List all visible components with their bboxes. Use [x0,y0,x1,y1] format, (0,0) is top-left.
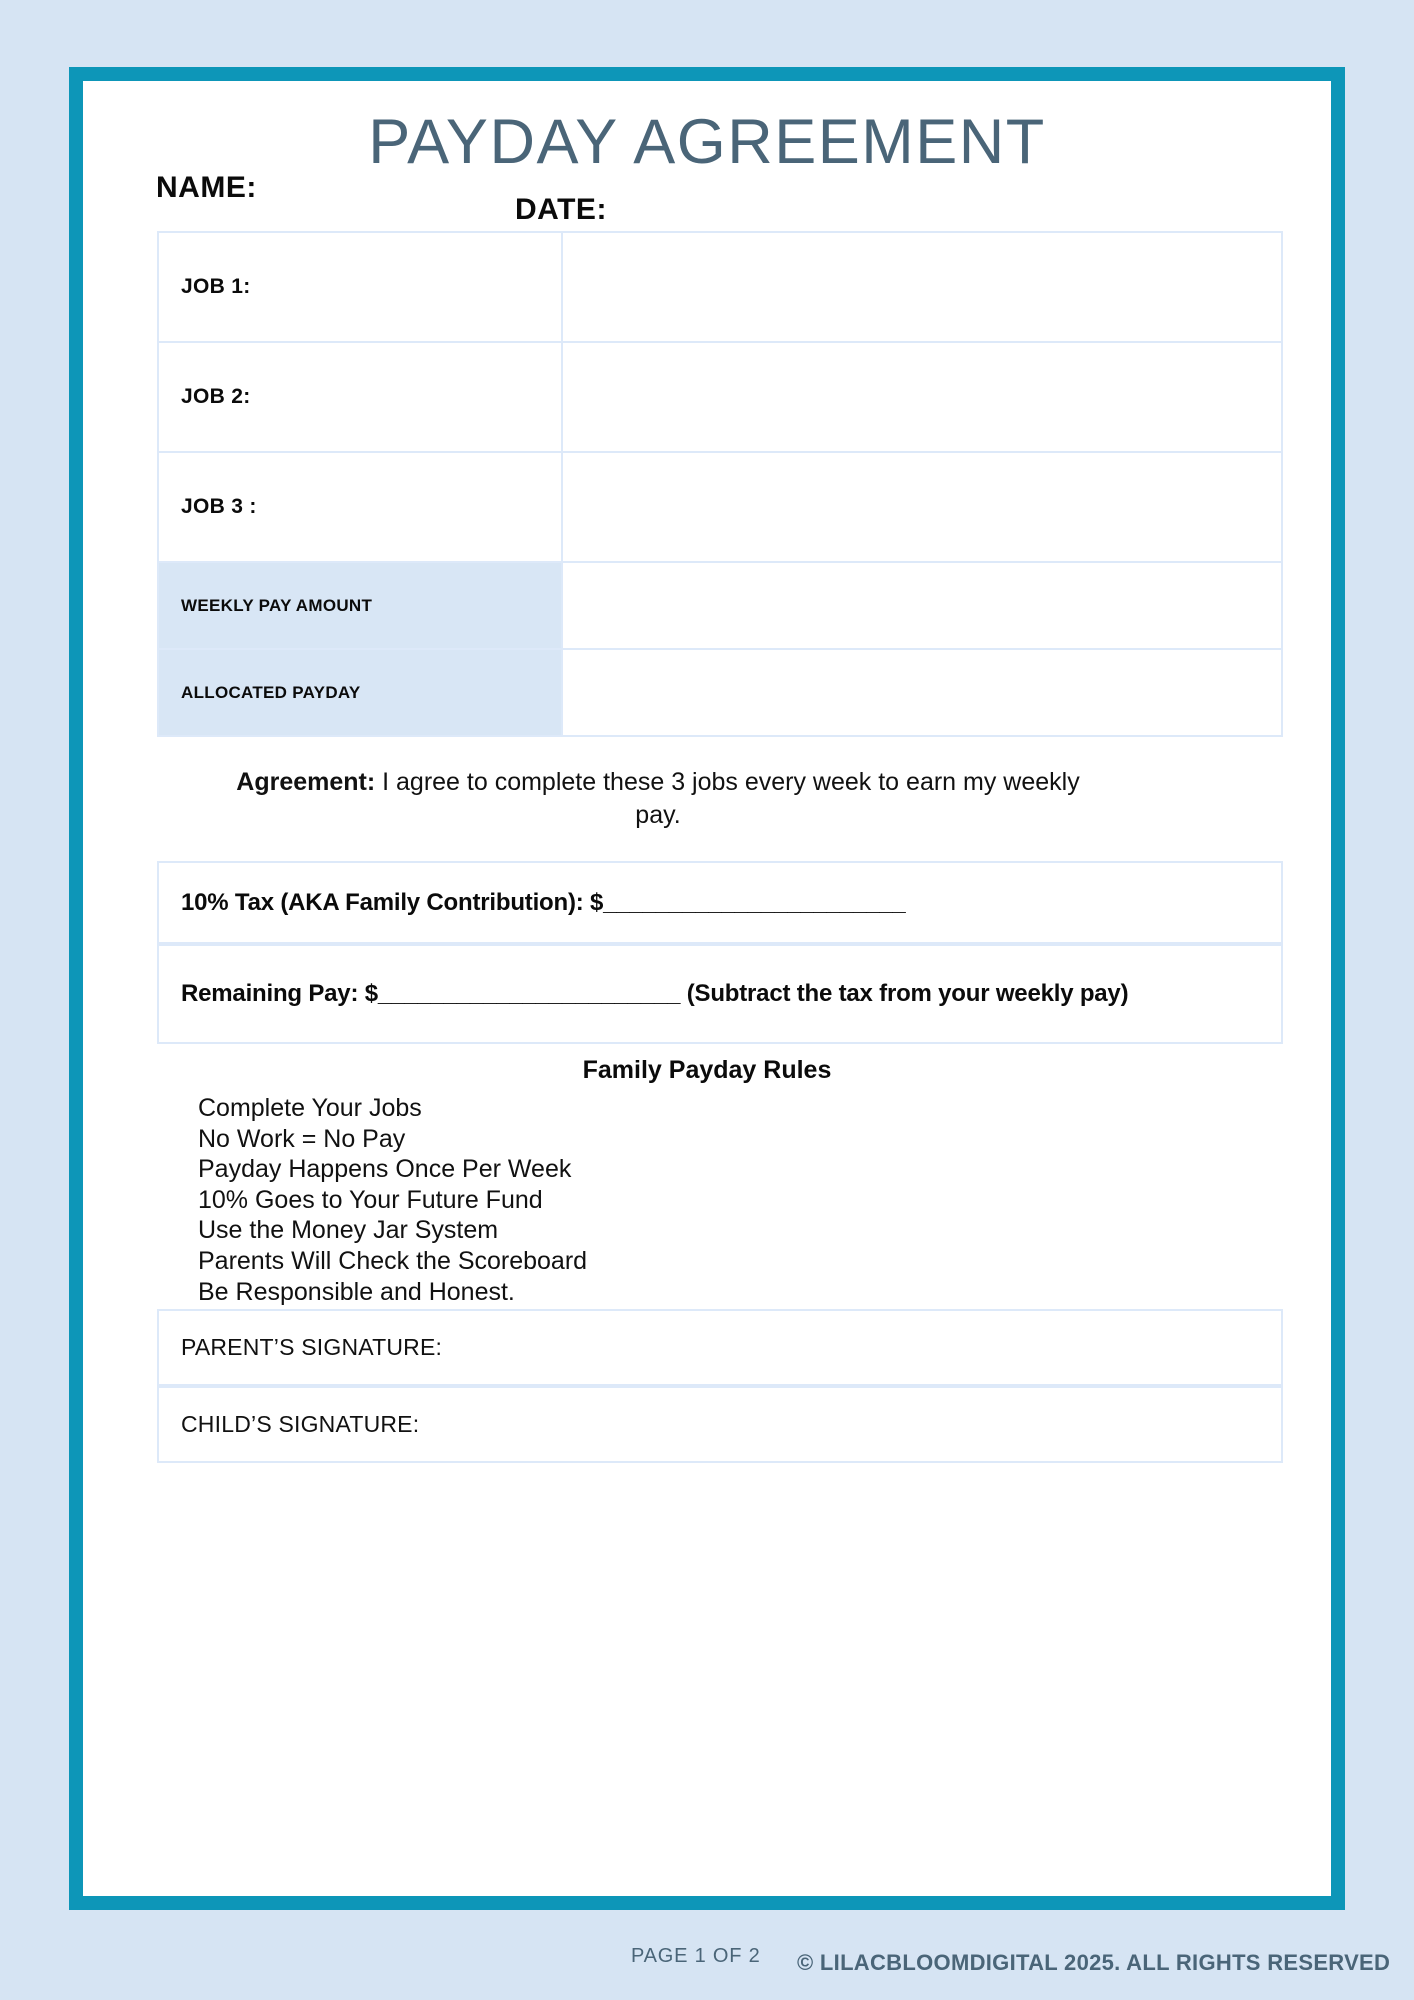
page-border-frame [69,67,1345,1910]
agreement-lead: Agreement: [236,768,376,796]
job-1-value-cell[interactable] [562,232,1282,342]
allocated-payday-label-cell [158,649,562,736]
job-3-value-cell[interactable] [562,452,1282,562]
list-item: Payday Happens Once Per Week [198,1155,572,1184]
worksheet-page [83,81,1331,1896]
list-item: Complete Your Jobs [198,1094,422,1122]
job-3-label-cell [158,452,562,562]
page-number: PAGE 1 OF 2 [631,1945,761,1967]
allocated-payday-value-cell[interactable] [562,649,1282,736]
list-item: No Work = No Pay [198,1124,406,1153]
allocated-payday-label: ALLOCATED PAYDAY [181,682,361,702]
remaining-pay-line-label: Remaining Pay: $_______________________ (Subtract the tax from your weekly pay) [181,980,1129,1008]
rules-section-title: Family Payday Rules [582,1056,832,1084]
job-2-label-cell [158,342,562,452]
rules-list [198,1093,587,1307]
job-2-value-cell[interactable] [562,342,1282,452]
child-signature-label: CHILD’S SIGNATURE: [181,1411,420,1437]
table-row [158,232,1282,342]
parent-signature-label: PARENT’S SIGNATURE: [181,1334,443,1360]
child-signature-box[interactable] [157,1386,1283,1463]
page-title: PAYDAY AGREEMENT [368,107,1046,177]
table-row [158,562,1282,649]
page-footer [0,1945,1414,1985]
tax-line-label: 10% Tax (AKA Family Contribution): $_______________________ [181,888,906,916]
table-row [158,649,1282,736]
weekly-pay-amount-value-cell[interactable] [562,562,1282,649]
name-field-label: NAME: [156,171,257,204]
job-2-label: JOB 2: [181,385,251,408]
job-3-label: JOB 3 : [181,495,257,518]
list-item: Use the Money Jar System [198,1216,499,1245]
list-item: Be Responsible and Honest. [198,1277,515,1306]
date-field-label: DATE: [515,193,607,226]
remaining-pay-input-box[interactable] [157,944,1283,1044]
agreement-text: I agree to complete these 3 jobs every week to earn my weekly pay. [375,768,1080,829]
table-row [158,342,1282,452]
weekly-pay-amount-label-cell [158,562,562,649]
jobs-table [157,231,1283,737]
job-1-label: JOB 1: [181,275,251,298]
job-1-label-cell [158,232,562,342]
weekly-pay-amount-label: WEEKLY PAY AMOUNT [181,595,373,615]
table-row [158,452,1282,562]
list-item: 10% Goes to Your Future Fund [198,1185,543,1214]
tax-input-box[interactable] [157,861,1283,944]
agreement-statement [228,766,1088,832]
parent-signature-box[interactable] [157,1309,1283,1386]
list-item: Parents Will Check the Scoreboard [198,1246,588,1275]
copyright-notice: © LILACBLOOMDIGITAL 2025. ALL RIGHTS RESERVED [797,1950,1391,1975]
